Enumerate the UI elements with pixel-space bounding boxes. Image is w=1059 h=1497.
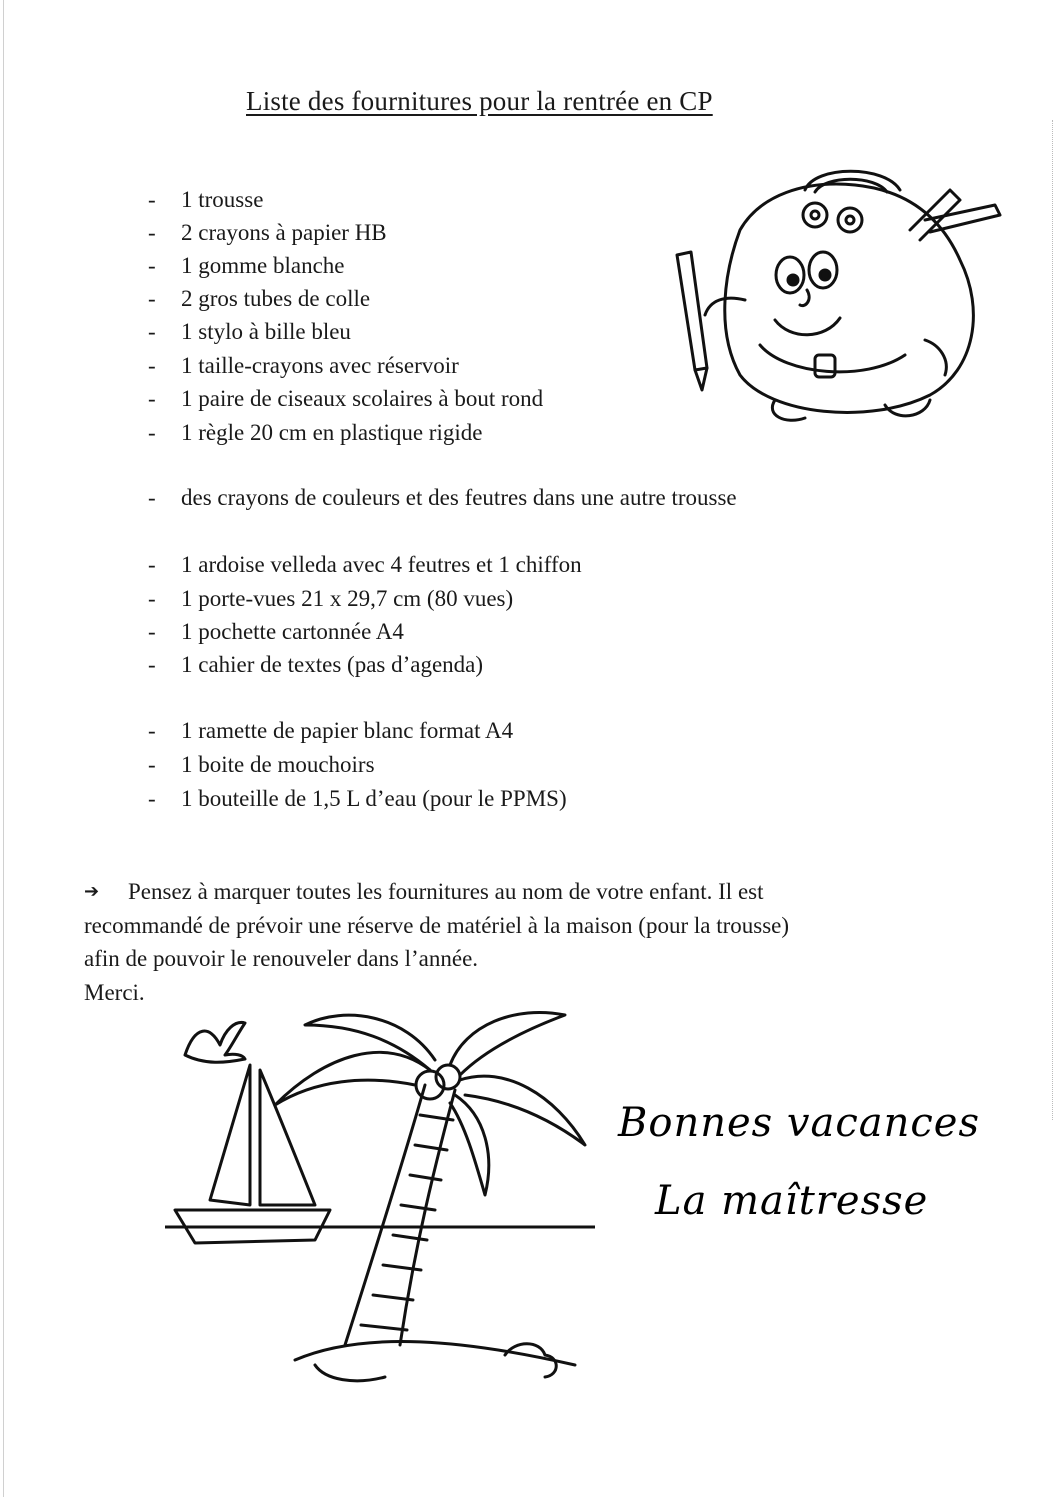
closing-greeting: Bonnes vacances: [618, 1100, 980, 1146]
list-item: - 1 pochette cartonnée A4: [148, 619, 404, 644]
list-item: - 2 crayons à papier HB: [148, 220, 387, 245]
page-title: Liste des fournitures pour la rentrée en CP: [246, 86, 713, 116]
list-item: - 2 gros tubes de colle: [148, 286, 371, 311]
reminder-note: ➔ Pensez à marquer toutes les fournitures au nom de votre enfant. Il est recommandé de prévoir une réserve de matériel à la maison (pour la trousse) afin de pouvoir le renouveler dans l’année. Merci.: [84, 875, 1034, 1009]
list-item: - 1 gomme blanche: [148, 253, 345, 278]
palm-tree-beach-icon: [165, 985, 595, 1400]
list-item: - 1 paire de ciseaux scolaires à bout rond: [148, 386, 544, 411]
list-item: - 1 règle 20 cm en plastique rigide: [148, 420, 483, 445]
list-item: - 1 ramette de papier blanc format A4: [148, 718, 514, 743]
list-item: - des crayons de couleurs et des feutres dans une autre trousse: [148, 485, 737, 510]
list-item: - 1 taille-crayons avec réservoir: [148, 353, 459, 378]
list-item: - 1 trousse: [148, 187, 264, 212]
list-item: - 1 boite de mouchoirs: [148, 752, 375, 777]
list-item: - 1 stylo à bille bleu: [148, 319, 351, 344]
scan-edge: [3, 0, 4, 1497]
schoolbag-character-icon: [655, 160, 1005, 435]
list-item: - 1 cahier de textes (pas d’agenda): [148, 652, 484, 677]
scan-edge: [1051, 120, 1053, 1120]
list-item: - 1 ardoise velleda avec 4 feutres et 1 chiffon: [148, 552, 582, 577]
list-item: - 1 porte-vues 21 x 29,7 cm (80 vues): [148, 586, 514, 611]
closing-signature: La maîtresse: [655, 1178, 929, 1224]
list-item: - 1 bouteille de 1,5 L d’eau (pour le PPMS): [148, 786, 567, 811]
arrow-icon: ➔: [84, 881, 100, 902]
